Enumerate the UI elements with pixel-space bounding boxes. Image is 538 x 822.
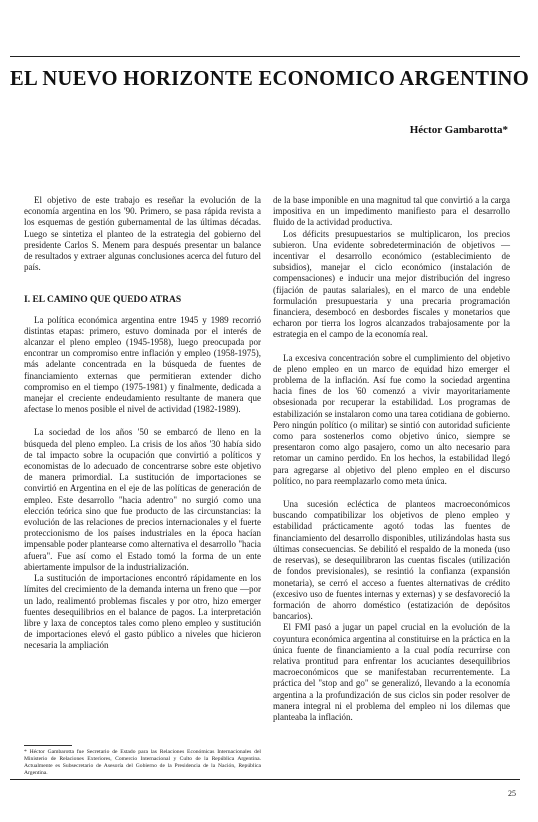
footnote-rule	[24, 745, 72, 746]
body-paragraph: Una sucesión ecléctica de planteos macroeconómicos buscando compatibilizar los objetivos de pleno empleo y estabilidad prácticamente agotó todas las fuentes de financiamiento del desarrollo disponibles, utilizándolas hasta sus últimas consecuencias. Se debilitó el respaldo de la moneda (uso de reservas), se desequilibraron las cuentas fiscales (utilización de fondos previsionales), se resintió la confianza (expansión monetaria), se cerró el acceso a fuentes alternativas de crédito (excesivo uso de fuentes internas y externas) y se desfavoreció la formación de ahorro doméstico (estatización de depósitos bancarios).	[273, 499, 510, 622]
body-paragraph: La sustitución de importaciones encontró rápidamente en los límites del crecimiento de la demanda interna un freno que —por un lado, realimentó problemas fiscales y por otro, hizo emerger fuentes desequilibrios en el balance de pagos. La interpretación libre y laxa de conceptos tales como pleno empleo y sustitución de importaciones elevó el gasto público a niveles que hicieron necesaria la ampliación	[24, 573, 261, 651]
left-column	[24, 195, 261, 652]
article-title: EL NUEVO HORIZONTE ECONOMICO ARGENTINO	[10, 68, 530, 90]
body-paragraph: Los déficits presupuestarios se multiplicaron, los precios subieron. Una evidente sobredeterminación de objetivos —incentivar el desarrollo económico (establecimiento de subsidios), manejar el ciclo económico (instalación de compensaciones) e inducir una mejor distribución del ingreso (fijación de pautas salariales), en el marco de una endeble formulación presupuestaria y una precaria programación financiera, desembocó en desbordes fiscales y monetarios que echaron por tierra los logros alcanzados trabajosamente por la estrategia en el campo de la economía real.	[273, 228, 510, 340]
body-paragraph: El FMI pasó a jugar un papel crucial en la evolución de la coyuntura económica argentina al constituirse en la práctica en la única fuente de financiamiento a la cual podía recurrirse con relativa prontitud para enfrentar los acuciantes desequilibrios macroeconómicos que se manifestaban recurrentemente. La práctica del "stop and go" se generalizó, llevando a la economía argentina a la profundización de sus ciclos sin poder resolver de manera integral ni el problema del empleo ni los dilemas que planteaba la inflación.	[273, 622, 510, 722]
right-column	[273, 195, 510, 723]
article-author: Héctor Gambarotta*	[409, 124, 508, 136]
footnote: * Héctor Gambarotta fue Secretario de Estado para las Relaciones Económicas Internacionales del Ministerio de Relaciones Exteriores, Comercio Internacional y Culto de la República Argentina. Actualmente es Subsecretario de Asesoría del Gobierno de la Presidencia de la Nación, República Argentina.	[24, 749, 261, 776]
body-paragraph: de la base imponible en una magnitud tal que convirtió a la carga impositiva en un impedimento manifiesto para el desarrollo fluido de la actividad productiva.	[273, 195, 510, 228]
section-heading: I. EL CAMINO QUE QUEDO ATRAS	[24, 295, 182, 306]
body-paragraph: La sociedad de los años '50 se embarcó de lleno en la búsqueda del pleno empleo. La crisis de los años '30 había sido de tal impacto sobre la ocupación que convirtió a políticos y economistas de lo adecuado de concentrarse sobre este objetivo de manera primordial. La sustitución de importaciones se convirtió en Argentina en el eje de las políticas de generación de empleo. Este desarrollo "hacia adentro" no surgió como una elección teórica sino que fue producto de las circunstancias: la evolución de las relaciones de precios internacionales y el fuerte proteccionismo de los países industriales en la época hacían impensable poder plantearse como alternativa el desarrollo "hacia afuera". Fue así como el Estado tomó la forma de un ente abiertamente impulsor de la industrialización.	[24, 427, 261, 572]
abstract-paragraph: El objetivo de este trabajo es reseñar la evolución de la economía argentina en los '90. Primero, se pasa rápida revista a los esquemas de gestión gubernamental de las últimas décadas. Luego se sintetiza el planteo de la estrategia del gobierno del presidente Carlos S. Menem para después presentar un balance de resultados y extraer algunas conclusiones acerca del futuro del país.	[24, 195, 261, 273]
page-number: 25	[508, 789, 516, 798]
top-rule	[10, 56, 520, 57]
body-paragraph: La política económica argentina entre 1945 y 1989 recorrió distintas etapas: primero, estuvo dominada por el interés de alcanzar el pleno empleo (1945-1958), luego preocupada por encontrar un compromiso entre inflación y empleo (1958-1975), más adelante concentrada en la búsqueda de fuentes de financiamiento externas que permitieran extender dicho compromiso en el tiempo (1975-1981) y finalmente, dedicada a manejar el creciente endeudamiento resultante de manera que afectase lo menos posible el nivel de actividad (1982-1989).	[24, 314, 261, 415]
body-paragraph: La excesiva concentración sobre el cumplimiento del objetivo de pleno empleo en un marco de equidad hizo emerger el problema de la inflación. Así fue como la sociedad argentina hacia fines de los '60 comenzó a vivir mayoritariamente obsesionada por recuperar la estabilidad. Los programas de estabilización se instalaron como una tarea cotidiana de gobierno. Pero ningún político (o militar) se sintió con autoridad suficiente como para sostenerlos como objetivo único, siempre se presentaron como algo pasajero, como un alto necesario para retomar un camino perdido. En los hechos, la estabilidad llegó para agregarse al objetivo del pleno empleo en el discurso político, no para reemplazarlo como meta única.	[273, 352, 510, 486]
bottom-rule	[10, 779, 520, 780]
